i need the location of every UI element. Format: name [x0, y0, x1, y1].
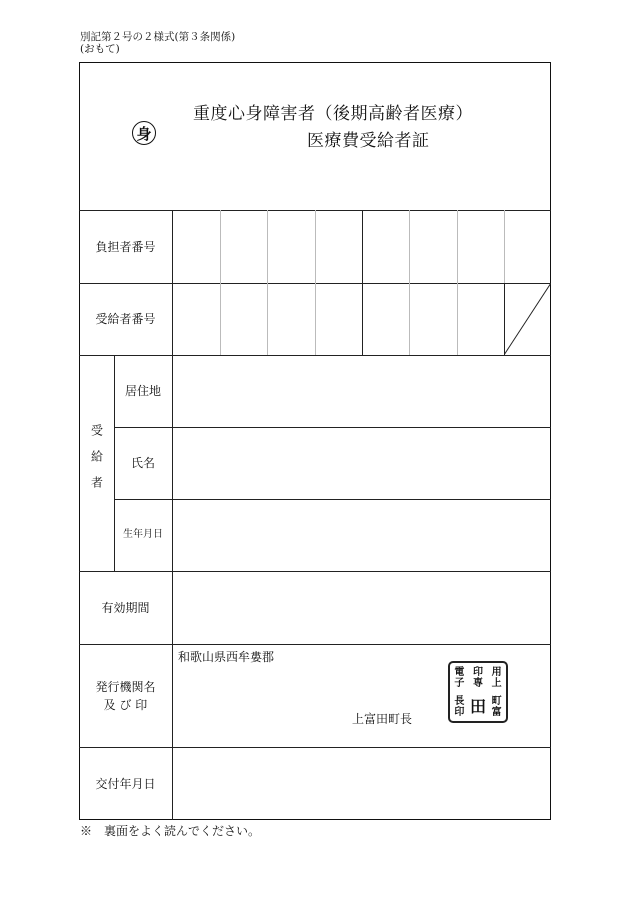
- digit-divider: [362, 210, 363, 355]
- address-label: 居住地: [124, 384, 161, 398]
- digit-divider: [457, 210, 458, 355]
- disability-mark-icon: 身: [132, 121, 156, 145]
- issuer-prefecture: 和歌山県西牟婁郡: [178, 650, 275, 664]
- certificate-subtitle: 医療費受給者証: [307, 131, 430, 151]
- digit-divider: [409, 210, 410, 355]
- digit-divider: [315, 210, 316, 355]
- digit-divider: [504, 210, 505, 283]
- issuer-official: 上富田町長: [352, 712, 413, 726]
- recipient-number-label: 受給者番号: [95, 312, 156, 326]
- validity-label: 有効期間: [101, 600, 150, 615]
- recipient-group-label: 受給者: [89, 424, 104, 502]
- footnote: ※ 裏面をよく読んでください。: [80, 824, 261, 838]
- form-side: (おもて): [80, 43, 120, 55]
- burden-number-label: 負担者番号: [95, 239, 156, 254]
- issuer-label-line2: 及 び 印: [103, 697, 148, 712]
- certificate-title: 重度心身障害者（後期高齢者医療）: [193, 104, 473, 124]
- digit-divider: [220, 210, 221, 355]
- birth-date-label: 生年月日: [123, 529, 163, 540]
- issuer-label-line1: 発行機関名: [95, 679, 156, 694]
- void-slash: [504, 283, 551, 355]
- digit-divider: [267, 210, 268, 355]
- official-seal-icon: 電 子 印 専 用 上 長 印 田 町 富: [448, 661, 508, 723]
- name-label: 氏名: [130, 456, 155, 470]
- form-number: 別記第２号の２様式(第３条関係): [80, 31, 236, 43]
- divider: [114, 499, 551, 500]
- label-column-divider: [172, 210, 173, 820]
- issuer-label: [79, 644, 172, 747]
- issue-date-label: 交付年月日: [95, 776, 156, 791]
- divider: [114, 427, 551, 428]
